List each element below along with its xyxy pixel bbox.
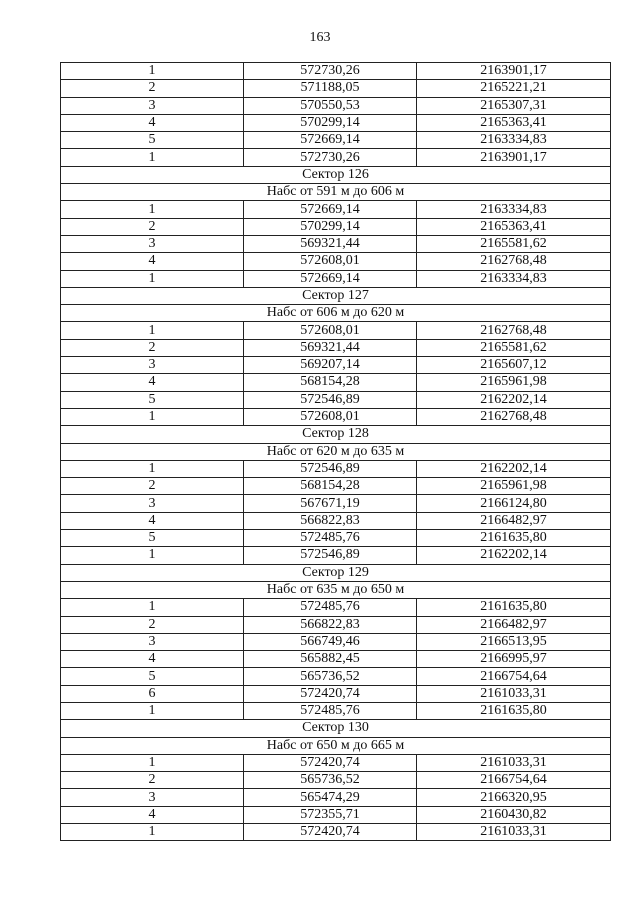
point-number: 4: [61, 114, 244, 131]
sector-heading-row: [61, 737, 611, 754]
table-row: [61, 512, 611, 529]
table-row: [61, 806, 611, 823]
sector-heading: Набс от 620 м до 635 м: [61, 443, 611, 460]
x-coordinate: 570299,14: [244, 114, 417, 131]
sector-heading-row: [61, 426, 611, 443]
x-coordinate: 566822,83: [244, 616, 417, 633]
point-number: 4: [61, 374, 244, 391]
point-number: 1: [61, 408, 244, 425]
table-row: [61, 114, 611, 131]
sector-heading-row: [61, 305, 611, 322]
sector-heading: Набс от 650 м до 665 м: [61, 737, 611, 754]
x-coordinate: 565882,45: [244, 651, 417, 668]
y-coordinate: 2166320,95: [417, 789, 611, 806]
table-row: [61, 754, 611, 771]
x-coordinate: 569321,44: [244, 339, 417, 356]
point-number: 2: [61, 339, 244, 356]
point-number: 1: [61, 754, 244, 771]
y-coordinate: 2162768,48: [417, 408, 611, 425]
point-number: 5: [61, 668, 244, 685]
y-coordinate: 2165363,41: [417, 114, 611, 131]
x-coordinate: 565474,29: [244, 789, 417, 806]
table-row: [61, 668, 611, 685]
point-number: 2: [61, 772, 244, 789]
sector-heading-row: [61, 166, 611, 183]
point-number: 1: [61, 547, 244, 564]
y-coordinate: 2166482,97: [417, 616, 611, 633]
table-row: [61, 97, 611, 114]
table-row: [61, 633, 611, 650]
table-row: [61, 80, 611, 97]
x-coordinate: 565736,52: [244, 772, 417, 789]
y-coordinate: 2161033,31: [417, 754, 611, 771]
point-number: 3: [61, 357, 244, 374]
y-coordinate: 2166754,64: [417, 668, 611, 685]
x-coordinate: 572355,71: [244, 806, 417, 823]
point-number: 1: [61, 824, 244, 841]
table-row: [61, 253, 611, 270]
table-row: [61, 789, 611, 806]
x-coordinate: 572485,76: [244, 702, 417, 719]
y-coordinate: 2165581,62: [417, 235, 611, 252]
table-row: [61, 339, 611, 356]
point-number: 1: [61, 270, 244, 287]
sector-heading-row: [61, 581, 611, 598]
x-coordinate: 569321,44: [244, 235, 417, 252]
y-coordinate: 2161033,31: [417, 824, 611, 841]
x-coordinate: 572485,76: [244, 599, 417, 616]
y-coordinate: 2160430,82: [417, 806, 611, 823]
coordinates-table: [60, 62, 611, 841]
y-coordinate: 2161635,80: [417, 599, 611, 616]
point-number: 3: [61, 495, 244, 512]
x-coordinate: 572669,14: [244, 270, 417, 287]
x-coordinate: 570299,14: [244, 218, 417, 235]
sector-heading-row: [61, 564, 611, 581]
x-coordinate: 572669,14: [244, 132, 417, 149]
x-coordinate: 568154,28: [244, 374, 417, 391]
x-coordinate: 565736,52: [244, 668, 417, 685]
sector-heading: Набс от 591 м до 606 м: [61, 184, 611, 201]
table-row: [61, 772, 611, 789]
point-number: 1: [61, 702, 244, 719]
table-row: [61, 218, 611, 235]
point-number: 2: [61, 80, 244, 97]
sector-heading-row: [61, 287, 611, 304]
y-coordinate: 2161635,80: [417, 530, 611, 547]
table-row: [61, 599, 611, 616]
x-coordinate: 572608,01: [244, 253, 417, 270]
point-number: 1: [61, 599, 244, 616]
y-coordinate: 2166513,95: [417, 633, 611, 650]
table-row: [61, 685, 611, 702]
point-number: 5: [61, 391, 244, 408]
table-row: [61, 702, 611, 719]
table-row: [61, 616, 611, 633]
x-coordinate: 567671,19: [244, 495, 417, 512]
y-coordinate: 2161033,31: [417, 685, 611, 702]
x-coordinate: 570550,53: [244, 97, 417, 114]
x-coordinate: 566749,46: [244, 633, 417, 650]
y-coordinate: 2165961,98: [417, 374, 611, 391]
sector-heading: Сектор 128: [61, 426, 611, 443]
table-row: [61, 547, 611, 564]
table-row: [61, 530, 611, 547]
y-coordinate: 2162768,48: [417, 253, 611, 270]
y-coordinate: 2166754,64: [417, 772, 611, 789]
point-number: 3: [61, 97, 244, 114]
y-coordinate: 2165607,12: [417, 357, 611, 374]
y-coordinate: 2165961,98: [417, 478, 611, 495]
x-coordinate: 572546,89: [244, 391, 417, 408]
table-row: [61, 478, 611, 495]
point-number: 2: [61, 616, 244, 633]
table-row: [61, 201, 611, 218]
point-number: 1: [61, 460, 244, 477]
point-number: 2: [61, 218, 244, 235]
x-coordinate: 572669,14: [244, 201, 417, 218]
table-row: [61, 322, 611, 339]
table-row: [61, 270, 611, 287]
table-row: [61, 824, 611, 841]
y-coordinate: 2161635,80: [417, 702, 611, 719]
point-number: 1: [61, 201, 244, 218]
sector-heading: Набс от 606 м до 620 м: [61, 305, 611, 322]
y-coordinate: 2163334,83: [417, 270, 611, 287]
y-coordinate: 2162202,14: [417, 460, 611, 477]
table-row: [61, 460, 611, 477]
table-row: [61, 651, 611, 668]
x-coordinate: 572546,89: [244, 547, 417, 564]
point-number: 3: [61, 235, 244, 252]
point-number: 1: [61, 149, 244, 166]
sector-heading: Сектор 127: [61, 287, 611, 304]
y-coordinate: 2162768,48: [417, 322, 611, 339]
table-row: [61, 408, 611, 425]
x-coordinate: 572420,74: [244, 824, 417, 841]
x-coordinate: 572485,76: [244, 530, 417, 547]
point-number: 4: [61, 806, 244, 823]
x-coordinate: 572420,74: [244, 685, 417, 702]
x-coordinate: 572608,01: [244, 408, 417, 425]
y-coordinate: 2165221,21: [417, 80, 611, 97]
coordinates-table-body: [61, 63, 611, 841]
table-row: [61, 149, 611, 166]
sector-heading: Сектор 130: [61, 720, 611, 737]
y-coordinate: 2166124,80: [417, 495, 611, 512]
sector-heading-row: [61, 443, 611, 460]
x-coordinate: 572608,01: [244, 322, 417, 339]
y-coordinate: 2165363,41: [417, 218, 611, 235]
y-coordinate: 2162202,14: [417, 391, 611, 408]
x-coordinate: 566822,83: [244, 512, 417, 529]
sector-heading: Набс от 635 м до 650 м: [61, 581, 611, 598]
x-coordinate: 572730,26: [244, 149, 417, 166]
point-number: 2: [61, 478, 244, 495]
y-coordinate: 2163334,83: [417, 201, 611, 218]
sector-heading: Сектор 126: [61, 166, 611, 183]
y-coordinate: 2162202,14: [417, 547, 611, 564]
x-coordinate: 568154,28: [244, 478, 417, 495]
x-coordinate: 569207,14: [244, 357, 417, 374]
x-coordinate: 572546,89: [244, 460, 417, 477]
x-coordinate: 571188,05: [244, 80, 417, 97]
point-number: 1: [61, 322, 244, 339]
table-row: [61, 374, 611, 391]
table-row: [61, 357, 611, 374]
y-coordinate: 2166995,97: [417, 651, 611, 668]
table-row: [61, 235, 611, 252]
point-number: 5: [61, 530, 244, 547]
y-coordinate: 2163901,17: [417, 149, 611, 166]
sector-heading-row: [61, 720, 611, 737]
point-number: 3: [61, 633, 244, 650]
page-number: 163: [309, 30, 331, 45]
x-coordinate: 572730,26: [244, 63, 417, 80]
table-row: [61, 391, 611, 408]
point-number: 6: [61, 685, 244, 702]
y-coordinate: 2165307,31: [417, 97, 611, 114]
table-row: [61, 495, 611, 512]
y-coordinate: 2163901,17: [417, 63, 611, 80]
x-coordinate: 572420,74: [244, 754, 417, 771]
point-number: 4: [61, 253, 244, 270]
table-row: [61, 63, 611, 80]
table-row: [61, 132, 611, 149]
sector-heading: Сектор 129: [61, 564, 611, 581]
sector-heading-row: [61, 184, 611, 201]
y-coordinate: 2165581,62: [417, 339, 611, 356]
y-coordinate: 2163334,83: [417, 132, 611, 149]
point-number: 4: [61, 651, 244, 668]
y-coordinate: 2166482,97: [417, 512, 611, 529]
point-number: 5: [61, 132, 244, 149]
point-number: 4: [61, 512, 244, 529]
point-number: 1: [61, 63, 244, 80]
point-number: 3: [61, 789, 244, 806]
